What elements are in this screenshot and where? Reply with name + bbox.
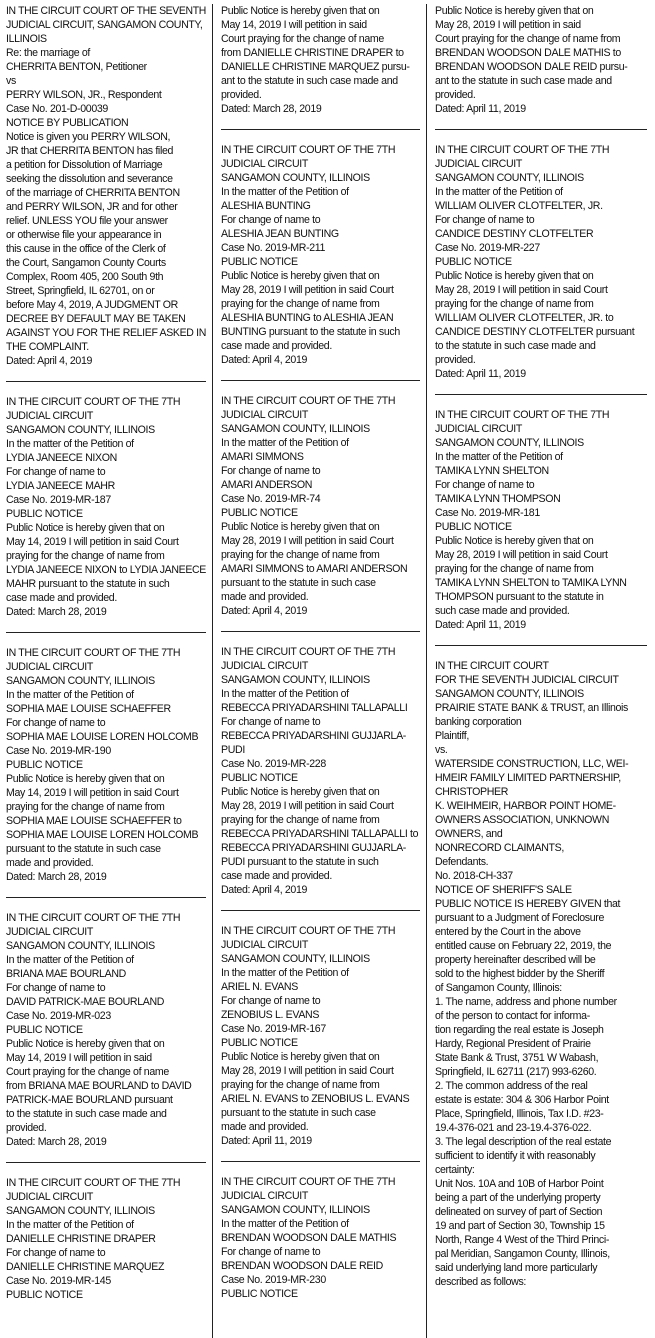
notice-line: pursuant to the statute in such case <box>6 843 161 855</box>
legal-notice <box>6 911 206 1149</box>
notice-line: tion regarding the real estate is Joseph <box>435 1024 604 1036</box>
notice-line: TAMIKA LYNN SHELTON <box>435 465 549 477</box>
notice-line: May 28, 2019 I will petition in said Court <box>221 1065 394 1077</box>
notice-divider <box>435 645 647 646</box>
notice-line: IN THE CIRCUIT COURT OF THE 7TH <box>6 1177 181 1189</box>
notice-line: SOPHIA MAE LOUISE LOREN HOLCOMB <box>6 829 199 841</box>
notice-line: provided. <box>6 1122 47 1134</box>
notice-line: from BRIANA MAE BOURLAND to DAVID <box>6 1080 192 1092</box>
notice-line: In the matter of the Petition of <box>6 438 134 450</box>
notice-line: IN THE CIRCUIT COURT OF THE 7TH <box>435 144 610 156</box>
notice-line: Public Notice is hereby given that on <box>435 535 594 547</box>
notice-line: PUBLIC NOTICE <box>221 1288 298 1300</box>
notice-line: For change of name to <box>435 479 535 491</box>
notice-line: BUNTING pursuant to the statute in such <box>221 326 400 338</box>
notice-line: case made and provided. <box>221 870 332 882</box>
notice-line: Dated: April 11, 2019 <box>435 368 526 380</box>
notice-line: PUBLIC NOTICE <box>221 507 298 519</box>
notice-line: ILLINOIS <box>6 33 47 45</box>
notice-line: of the person to contact for informa- <box>435 1010 590 1022</box>
notice-line: Dated: March 28, 2019 <box>221 103 322 115</box>
notice-line: pal Meridian, Sangamon County, Illinois, <box>435 1248 610 1260</box>
notice-line: Case No. 2019-MR-181 <box>435 507 540 519</box>
notice-line: WATERSIDE CONSTRUCTION, LLC, WEI- <box>435 758 629 770</box>
notice-line: SANGAMON COUNTY, ILLINOIS <box>221 1204 370 1216</box>
notice-line: JUDICIAL CIRCUIT <box>6 410 94 422</box>
notice-line: Defendants. <box>435 856 489 868</box>
legal-notice <box>221 924 420 1148</box>
notice-line: Case No. 2019-MR-145 <box>6 1275 111 1287</box>
notice-line: REBECCA PRIYADARSHINI GUJJARLA- <box>221 730 406 742</box>
notice-line: AGAINST YOU FOR THE RELIEF ASKED IN <box>6 327 206 339</box>
notice-line: May 28, 2019 I will petition in said Court <box>221 284 394 296</box>
notice-divider <box>6 1162 206 1163</box>
notice-line: CANDICE DESTINY CLOTFELTER <box>435 228 594 240</box>
notice-line: JUDICIAL CIRCUIT <box>221 409 309 421</box>
notice-line: vs <box>6 75 16 87</box>
notice-line: from DANIELLE CHRISTINE DRAPER to <box>221 47 404 59</box>
notice-line: IN THE CIRCUIT COURT OF THE 7TH <box>221 646 396 658</box>
notice-line: IN THE CIRCUIT COURT OF THE 7TH <box>221 925 396 937</box>
notice-line: made and provided. <box>221 1121 309 1133</box>
notice-line: MAHR pursuant to the statute in such <box>6 578 170 590</box>
legal-notice <box>221 1175 420 1301</box>
notice-line: Dated: March 28, 2019 <box>6 1136 107 1148</box>
notice-line: entered by the Court in the above <box>435 926 581 938</box>
notice-line: seeking the dissolution and severance <box>6 173 173 185</box>
notice-divider <box>6 632 206 633</box>
notice-line: Public Notice is hereby given that on <box>221 270 380 282</box>
notice-line: ARIEL N. EVANS to ZENOBIUS L. EVANS <box>221 1093 410 1105</box>
notice-line: PUBLIC NOTICE <box>6 1024 83 1036</box>
notice-line: Dated: April 4, 2019 <box>221 354 308 366</box>
notice-line: of the marriage of CHERRITA BENTON <box>6 187 180 199</box>
notice-line: OWNERS, and <box>435 828 503 840</box>
notice-line: REBECCA PRIYADARSHINI GUJJARLA- <box>221 842 406 854</box>
notice-line: Place, Springfield, Illinois, Tax I.D. #23- <box>435 1108 604 1120</box>
notice-line: AMARI SIMMONS to AMARI ANDERSON <box>221 563 408 575</box>
notice-line: Dated: March 28, 2019 <box>6 606 107 618</box>
notice-line: LYDIA JANEECE NIXON to LYDIA JANEECE <box>6 564 206 576</box>
notice-line: BRENDAN WOODSON DALE REID pursu- <box>435 61 628 73</box>
notice-line: PUBLIC NOTICE <box>6 508 83 520</box>
notice-line: JUDICIAL CIRCUIT, SANGAMON COUNTY, <box>6 19 203 31</box>
notice-line: SANGAMON COUNTY, ILLINOIS <box>221 172 370 184</box>
notice-line: For change of name to <box>221 716 321 728</box>
legal-notice <box>435 408 647 632</box>
notice-line: May 28, 2019 I will petition in said Court <box>221 800 394 812</box>
notice-line: JR that CHERRITA BENTON has filed <box>6 145 174 157</box>
notice-line: ZENOBIUS L. EVANS <box>221 1009 320 1021</box>
notice-line: SANGAMON COUNTY, ILLINOIS <box>435 172 584 184</box>
notice-line: estate is estate: 304 & 306 Harbor Point <box>435 1094 609 1106</box>
notice-line: For change of name to <box>6 1247 106 1259</box>
notice-line: IN THE CIRCUIT COURT OF THE SEVENTH <box>6 5 206 17</box>
notice-line: vs. <box>435 744 448 756</box>
notice-line: provided. <box>221 89 262 101</box>
notice-line: banking corporation <box>435 716 522 728</box>
notice-line: ant to the statute in such case made and <box>435 75 612 87</box>
notice-line: entitled cause on February 22, 2019, the <box>435 940 612 952</box>
notice-line: For change of name to <box>221 995 321 1007</box>
notice-line: May 14, 2019 I will petition in said Court <box>6 536 179 548</box>
notice-line: Court praying for the change of name <box>6 1066 169 1078</box>
notice-line: 3. The legal description of the real estate <box>435 1136 612 1148</box>
notice-line: CHERRITA BENTON, Petitioner <box>6 61 147 73</box>
notice-line: May 28, 2019 I will petition in said <box>435 19 581 31</box>
notice-divider <box>435 394 647 395</box>
notice-line: PUBLIC NOTICE <box>221 1037 298 1049</box>
notice-line: IN THE CIRCUIT COURT OF THE 7TH <box>6 396 181 408</box>
notice-line: DANIELLE CHRISTINE MARQUEZ pursu- <box>221 61 410 73</box>
notice-line: provided. <box>435 89 476 101</box>
notice-line: sold to the highest bidder by the Sheriff <box>435 968 605 980</box>
notice-line: No. 2018-CH-337 <box>435 870 513 882</box>
notice-line: 2. The common address of the real <box>435 1080 588 1092</box>
notice-line: SANGAMON COUNTY, ILLINOIS <box>221 423 370 435</box>
notice-line: CANDICE DESTINY CLOTFELTER pursuant <box>435 326 635 338</box>
notice-line: JUDICIAL CIRCUIT <box>221 158 309 170</box>
notice-line: SANGAMON COUNTY, ILLINOIS <box>6 1205 155 1217</box>
notice-line: For change of name to <box>6 717 106 729</box>
notice-line: Public Notice is hereby given that on <box>221 521 380 533</box>
notice-line: BRENDAN WOODSON DALE MATHIS <box>221 1232 397 1244</box>
notice-line: May 28, 2019 I will petition in said Court <box>221 535 394 547</box>
notice-line: ant to the statute in such case made and <box>221 75 398 87</box>
notice-line: In the matter of the Petition of <box>6 954 134 966</box>
notice-line: praying for the change of name from <box>221 549 380 561</box>
notice-line: Dated: April 4, 2019 <box>221 605 308 617</box>
notice-line: In the matter of the Petition of <box>6 1219 134 1231</box>
notice-line: Unit Nos. 10A and 10B of Harbor Point <box>435 1178 604 1190</box>
column-2 <box>212 4 426 1338</box>
notice-line: Public Notice is hereby given that on <box>221 786 380 798</box>
notice-line: K. WEIHMEIR, HARBOR POINT HOME- <box>435 800 616 812</box>
notice-line: North, Range 4 West of the Third Princi- <box>435 1234 610 1246</box>
notice-line: praying for the change of name from <box>435 298 594 310</box>
notice-line: pursuant to the statute in such case <box>221 577 376 589</box>
notice-line: May 14, 2019 I will petition in said <box>6 1052 152 1064</box>
legal-notice <box>221 4 420 116</box>
notice-line: Complex, Room 405, 200 South 9th <box>6 271 164 283</box>
legal-notice <box>6 395 206 619</box>
notice-line: to the statute in such case made and <box>6 1108 167 1120</box>
notice-line: SOPHIA MAE LOUISE LOREN HOLCOMB <box>6 731 199 743</box>
notice-line: For change of name to <box>6 982 106 994</box>
notice-line: SANGAMON COUNTY, ILLINOIS <box>6 675 155 687</box>
notice-line: For change of name to <box>221 465 321 477</box>
notice-line: May 28, 2019 I will petition in said Court <box>435 284 608 296</box>
notice-line: IN THE CIRCUIT COURT <box>435 660 549 672</box>
notice-line: SANGAMON COUNTY, ILLINOIS <box>221 953 370 965</box>
notice-divider <box>221 1161 420 1162</box>
legal-notice <box>435 143 647 381</box>
notice-line: Case No. 2019-MR-167 <box>221 1023 326 1035</box>
notice-divider <box>221 910 420 911</box>
notice-line: In the matter of the Petition of <box>221 1218 349 1230</box>
notice-line: PUBLIC NOTICE <box>221 772 298 784</box>
notice-divider <box>221 129 420 130</box>
notice-line: IN THE CIRCUIT COURT OF THE 7TH <box>221 144 396 156</box>
column-1 <box>6 4 212 1338</box>
notice-line: In the matter of the Petition of <box>221 437 349 449</box>
legal-notice <box>435 659 647 1289</box>
notice-line: pursuant to a Judgment of Foreclosure <box>435 912 605 924</box>
notice-line: Dated: April 11, 2019 <box>435 619 526 631</box>
notice-line: Public Notice is hereby given that on <box>6 522 165 534</box>
notice-line: before May 4, 2019, A JUDGMENT OR <box>6 299 178 311</box>
notice-line: IN THE CIRCUIT COURT OF THE 7TH <box>435 409 610 421</box>
notice-line: IN THE CIRCUIT COURT OF THE 7TH <box>6 912 181 924</box>
notice-line: a petition for Dissolution of Marriage <box>6 159 163 171</box>
notice-line: JUDICIAL CIRCUIT <box>6 661 94 673</box>
notice-line: this cause in the office of the Clerk of <box>6 243 166 255</box>
notice-line: In the matter of the Petition of <box>435 186 563 198</box>
notice-line: 19 and part of Section 30, Township 15 <box>435 1220 605 1232</box>
notice-line: property hereinafter described will be <box>435 954 596 966</box>
notice-divider <box>221 380 420 381</box>
notice-line: JUDICIAL CIRCUIT <box>221 660 309 672</box>
notice-line: certainty: <box>435 1164 475 1176</box>
notice-line: THOMPSON pursuant to the statute in <box>435 591 604 603</box>
notice-line: For change of name to <box>221 1246 321 1258</box>
notice-line: Public Notice is hereby given that on <box>221 5 380 17</box>
notice-divider <box>435 129 647 130</box>
notice-line: praying for the change of name from <box>221 298 380 310</box>
notice-line: BRIANA MAE BOURLAND <box>6 968 126 980</box>
notice-line: case made and provided. <box>221 340 332 352</box>
notice-line: NOTICE OF SHERIFF'S SALE <box>435 884 572 896</box>
notice-line: May 14, 2019 I will petition in said <box>221 19 367 31</box>
notice-line: SANGAMON COUNTY, ILLINOIS <box>6 424 155 436</box>
notice-line: Plaintiff, <box>435 730 469 742</box>
notice-line: For change of name to <box>435 214 535 226</box>
notice-line: Case No. 2019-MR-187 <box>6 494 111 506</box>
notice-line: In the matter of the Petition of <box>221 186 349 198</box>
legal-notice <box>6 1176 206 1302</box>
notice-line: Case No. 2019-MR-228 <box>221 758 326 770</box>
notice-line: SANGAMON COUNTY, ILLINOIS <box>435 437 584 449</box>
notice-line: For change of name to <box>221 214 321 226</box>
notice-line: Public Notice is hereby given that on <box>6 1038 165 1050</box>
notice-line: of Sangamon County, Illinois: <box>435 982 562 994</box>
notice-line: In the matter of the Petition of <box>6 689 134 701</box>
notice-line: Dated: March 28, 2019 <box>6 871 107 883</box>
notice-line: IN THE CIRCUIT COURT OF THE 7TH <box>221 395 396 407</box>
notice-line: PATRICK-MAE BOURLAND pursuant <box>6 1094 173 1106</box>
notice-line: IN THE CIRCUIT COURT OF THE 7TH <box>6 647 181 659</box>
notice-line: PUBLIC NOTICE <box>6 1289 83 1301</box>
notice-line: praying for the change of name from <box>6 550 165 562</box>
notice-line: Dated: April 4, 2019 <box>6 355 93 367</box>
notice-line: or otherwise file your appearance in <box>6 229 162 241</box>
notice-line: NOTICE BY PUBLICATION <box>6 117 129 129</box>
notice-line: SANGAMON COUNTY, ILLINOIS <box>221 674 370 686</box>
notice-line: JUDICIAL CIRCUIT <box>221 1190 309 1202</box>
notice-line: Hardy, Regional President of Prairie <box>435 1038 591 1050</box>
column-3 <box>426 4 647 1338</box>
notice-line: Notice is given you PERRY WILSON, <box>6 131 171 143</box>
notice-line: Public Notice is hereby given that on <box>435 5 594 17</box>
notice-line: TAMIKA LYNN THOMPSON <box>435 493 561 505</box>
notice-line: Dated: April 11, 2019 <box>221 1135 312 1147</box>
notice-line: LYDIA JANEECE MAHR <box>6 480 115 492</box>
notice-line: such case made and provided. <box>435 605 570 617</box>
notice-line: May 28, 2019 I will petition in said Court <box>435 549 608 561</box>
notice-line: Public Notice is hereby given that on <box>221 1051 380 1063</box>
notice-line: sufficient to identify it with reasonably <box>435 1150 596 1162</box>
notice-line: WILLIAM OLIVER CLOTFELTER, JR. <box>435 200 603 212</box>
notice-line: ARIEL N. EVANS <box>221 981 298 993</box>
notice-line: JUDICIAL CIRCUIT <box>221 939 309 951</box>
notice-line: made and provided. <box>6 857 94 869</box>
notice-line: being a part of the underlying property <box>435 1192 601 1204</box>
notice-line: In the matter of the Petition of <box>221 688 349 700</box>
notice-line: JUDICIAL CIRCUIT <box>6 926 94 938</box>
notice-line: Public Notice is hereby given that on <box>6 773 165 785</box>
notice-line: HMEIR FAMILY LIMITED PARTNERSHIP, <box>435 772 621 784</box>
notice-line: Public Notice is hereby given that on <box>435 270 594 282</box>
notice-line: THE COMPLAINT. <box>6 341 89 353</box>
notice-line: PUBLIC NOTICE <box>6 759 83 771</box>
notice-line: WILLIAM OLIVER CLOTFELTER, JR. to <box>435 312 614 324</box>
notice-line: Re: the marriage of <box>6 47 91 59</box>
notice-line: JUDICIAL CIRCUIT <box>6 1191 94 1203</box>
notice-line: PERRY WILSON, JR., Respondent <box>6 89 162 101</box>
notice-line: OWNERS ASSOCIATION, UNKNOWN <box>435 814 609 826</box>
notice-line: PUBLIC NOTICE IS HEREBY GIVEN that <box>435 898 621 910</box>
notice-line: AMARI ANDERSON <box>221 479 313 491</box>
legal-notice <box>6 4 206 368</box>
notice-line: DAVID PATRICK-MAE BOURLAND <box>6 996 165 1008</box>
notice-line: In the matter of the Petition of <box>221 967 349 979</box>
notice-line: Case No. 2019-MR-190 <box>6 745 111 757</box>
legal-notice <box>221 394 420 618</box>
notice-line: Dated: April 11, 2019 <box>435 103 526 115</box>
notice-line: PUDI pursuant to the statute in such <box>221 856 379 868</box>
notice-line: SOPHIA MAE LOUISE SCHAEFFER <box>6 703 171 715</box>
notice-line: May 14, 2019 I will petition in said Court <box>6 787 179 799</box>
notice-line: PUBLIC NOTICE <box>221 256 298 268</box>
notice-line: In the matter of the Petition of <box>435 451 563 463</box>
notice-line: Street, Springfield, IL 62701, on or <box>6 285 155 297</box>
notice-line: Case No. 2019-MR-230 <box>221 1274 326 1286</box>
notice-line: BRENDAN WOODSON DALE MATHIS to <box>435 47 621 59</box>
notice-divider <box>6 897 206 898</box>
notice-line: TAMIKA LYNN SHELTON to TAMIKA LYNN <box>435 577 627 589</box>
notice-line: praying for the change of name from <box>435 563 594 575</box>
notice-line: Court praying for the change of name <box>221 33 384 45</box>
notice-line: ALESHIA BUNTING to ALESHIA JEAN <box>221 312 394 324</box>
notice-line: made and provided. <box>221 591 309 603</box>
notice-line: NONRECORD CLAIMANTS, <box>435 842 564 854</box>
notice-divider <box>221 631 420 632</box>
notice-line: JUDICIAL CIRCUIT <box>435 158 523 170</box>
notice-line: IN THE CIRCUIT COURT OF THE 7TH <box>221 1176 396 1188</box>
notice-line: Case No. 201-D-00039 <box>6 103 108 115</box>
notice-line: 19.4-376-021 and 23-19.4-376-022. <box>435 1122 592 1134</box>
notice-line: provided. <box>435 354 476 366</box>
notice-line: LYDIA JANEECE NIXON <box>6 452 117 464</box>
notice-line: SOPHIA MAE LOUISE SCHAEFFER to <box>6 815 182 827</box>
notice-line: praying for the change of name from <box>221 1079 380 1091</box>
notice-line: For change of name to <box>6 466 106 478</box>
legal-notice <box>6 646 206 884</box>
notice-line: case made and provided. <box>6 592 117 604</box>
notice-line: PUDI <box>221 744 245 756</box>
notice-line: DANIELLE CHRISTINE MARQUEZ <box>6 1261 165 1273</box>
notice-line: REBECCA PRIYADARSHINI TALLAPALLI <box>221 702 408 714</box>
notice-line: REBECCA PRIYADARSHINI TALLAPALLI to <box>221 828 419 840</box>
notice-line: State Bank & Trust, 3751 W Wabash, <box>435 1052 599 1064</box>
notice-line: pursuant to the statute in such case <box>221 1107 376 1119</box>
legal-notice <box>435 4 647 116</box>
notice-line: SANGAMON COUNTY, ILLINOIS <box>435 688 584 700</box>
notice-line: DECREE BY DEFAULT MAY BE TAKEN <box>6 313 186 325</box>
notice-line: relief. UNLESS YOU file your answer <box>6 215 168 227</box>
notice-line: BRENDAN WOODSON DALE REID <box>221 1260 383 1272</box>
notice-line: PRAIRIE STATE BANK & TRUST, an Illinois <box>435 702 628 714</box>
notice-line: praying for the change of name from <box>221 814 380 826</box>
notice-line: delineated on survey of part of Section <box>435 1206 603 1218</box>
notice-line: praying for the change of name from <box>6 801 165 813</box>
notice-line: Dated: April 4, 2019 <box>221 884 308 896</box>
legal-notice <box>221 143 420 367</box>
notice-line: Case No. 2019-MR-74 <box>221 493 321 505</box>
notice-line: Case No. 2019-MR-227 <box>435 242 540 254</box>
notice-line: ALESHIA JEAN BUNTING <box>221 228 339 240</box>
notice-line: CHRISTOPHER <box>435 786 509 798</box>
notice-line: the Court, Sangamon County Courts <box>6 257 166 269</box>
notice-line: SANGAMON COUNTY, ILLINOIS <box>6 940 155 952</box>
notice-line: Case No. 2019-MR-211 <box>221 242 326 254</box>
legal-notice <box>221 645 420 897</box>
notice-line: Case No. 2019-MR-023 <box>6 1010 111 1022</box>
notice-line: Springfield, IL 62711 (217) 993-6260. <box>435 1066 597 1078</box>
notice-line: FOR THE SEVENTH JUDICIAL CIRCUIT <box>435 674 619 686</box>
notice-line: Court praying for the change of name from <box>435 33 621 45</box>
notice-line: said underlying land more particularly <box>435 1262 598 1274</box>
notice-line: to the statute in such case made and <box>435 340 596 352</box>
notice-line: 1. The name, address and phone number <box>435 996 617 1008</box>
notice-line: PUBLIC NOTICE <box>435 256 512 268</box>
notice-line: and PERRY WILSON, JR and for other <box>6 201 178 213</box>
notice-line: ALESHIA BUNTING <box>221 200 311 212</box>
notice-line: DANIELLE CHRISTINE DRAPER <box>6 1233 156 1245</box>
notice-line: AMARI SIMMONS <box>221 451 304 463</box>
notice-line: described as follows: <box>435 1276 526 1288</box>
notice-line: JUDICIAL CIRCUIT <box>435 423 523 435</box>
notice-divider <box>6 381 206 382</box>
notice-line: PUBLIC NOTICE <box>435 521 512 533</box>
